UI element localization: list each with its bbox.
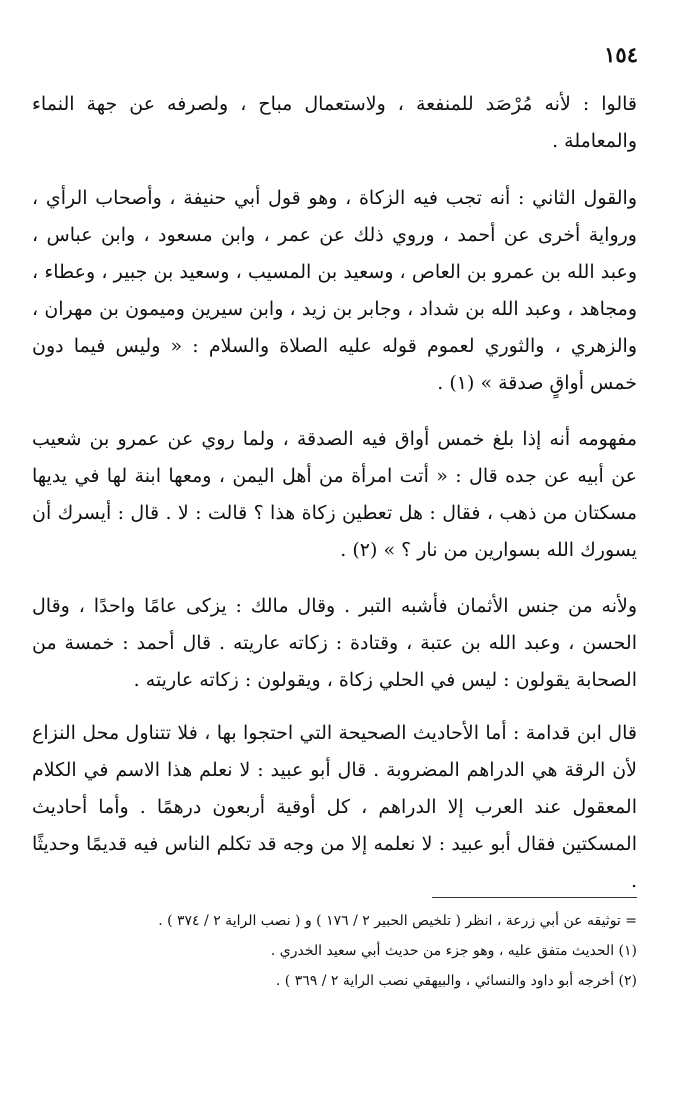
footnotes: [32, 906, 637, 996]
paragraph-hadith-amr-ibn-shuayb: مفهومه أنه إذا بلغ خمس أواق فيه الصدقة ، ولما روي عن عمرو بن شعيب عن أبيه عن جده قال : « أتت امرأة من أهل اليمن ، ومعها ابنة لها في يديها مسكتان من ذهب ، فقال : هل تعطين زكاة هذا ؟ قالت : لا . قال : أيسرك أن يسورك الله بسوارين من نار ؟ » (٢) .: [32, 428, 637, 561]
paragraph-second-opinion: والقول الثاني : أنه تجب فيه الزكاة ، وهو قول أبي حنيفة ، وأصحاب الرأي ، ورواية أخرى عن أحمد ، وروي ذلك عن عمر ، وابن مسعود ، وابن عباس ، وعبد الله بن عمرو بن العاص ، وسعيد بن المسيب ، وسعيد بن جبير ، وعطاء ، ومجاهد ، وعبد الله بن شداد ، وجابر بن زيد ، وابن سيرين وميمون بن مهران ، والزهري ، والثوري لعموم قوله عليه الصلاة والسلام : « وليس فيما دون خمس أواقٍ صدقة » (١) .: [32, 187, 637, 394]
paragraph-malik-opinion: ولأنه من جنس الأثمان فأشبه التبر . وقال مالك : يزكى عامًا واحدًا ، وقال الحسن ، وعبد الله بن عتبة ، وقتادة : زكاته عاريته . قال أحمد : خمسة من الصحابة يقولون : ليس في الحلي زكاة ، ويقولون : زكاته عاريته .: [32, 595, 637, 691]
main-text: [32, 86, 637, 900]
paragraph-ibn-qudamah: قال ابن قدامة : أما الأحاديث الصحيحة التي احتجوا بها ، فلا تتناول محل النزاع لأن الرقة هي الدراهم المضروبة . قال أبو عبيد : لا نعلم هذا الاسم في الكلام المعقول عند العرب إلا الدراهم ، كل أوقية أربعون درهمًا . وأما أحاديث المسكتين فقال أبو عبيد : لا نعلمه إلا من وجه قد تكلم الناس فيه قديمًا وحديثًا .: [32, 722, 637, 892]
footnote-divider: [432, 897, 637, 898]
page-number: ١٥٤: [604, 42, 638, 67]
footnote-continuation: = توثيقه عن أبي زرعة ، انظر ( تلخيص الحبير ٢ / ١٧٦ ) و ( نصب الراية ٢ / ٣٧٤ ) .: [158, 913, 637, 929]
footnote-1: (١) الحديث متفق عليه ، وهو جزء من حديث أبي سعيد الخدري .: [270, 943, 637, 959]
footnote-2: (٢) أخرجه أبو داود والنسائي ، والبيهقي نصب الراية ٢ / ٣٦٩ ) .: [275, 973, 637, 989]
paragraph-scholars-reason: قالوا : لأنه مُرْصَد للمنفعة ، ولاستعمال مباح ، ولصرفه عن جهة النماء والمعاملة .: [32, 93, 637, 152]
